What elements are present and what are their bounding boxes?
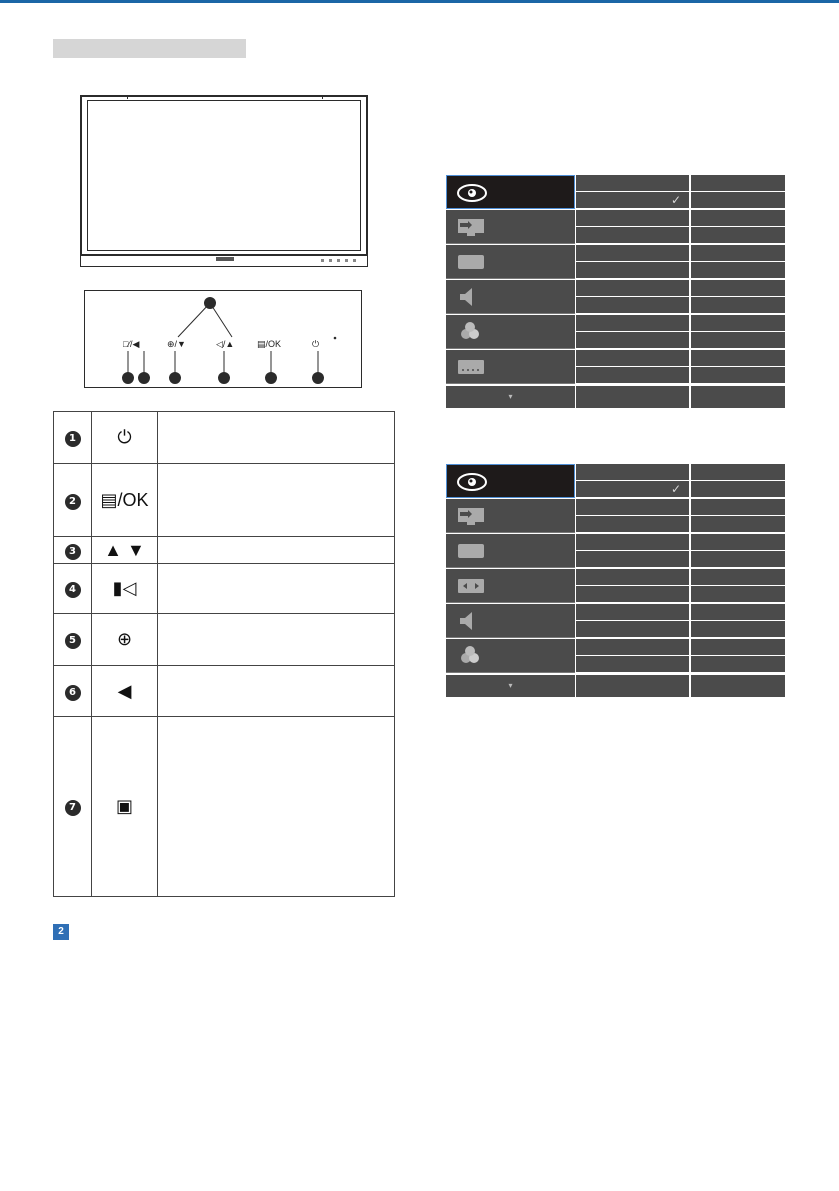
osd-value[interactable] xyxy=(691,551,785,567)
osd-option[interactable] xyxy=(576,621,689,637)
key-description xyxy=(158,537,395,564)
scroll-down-icon: ▾ xyxy=(508,392,513,401)
osd-item-eye[interactable] xyxy=(446,175,575,209)
osd-option[interactable] xyxy=(576,245,689,261)
osd-option[interactable] xyxy=(576,350,689,366)
marker-6 xyxy=(138,372,150,384)
osd-option[interactable] xyxy=(576,210,689,226)
osd-option[interactable] xyxy=(576,656,689,672)
row-number-badge: 5 xyxy=(65,633,81,649)
scroll-down-icon: ▾ xyxy=(508,681,513,690)
key-description xyxy=(158,564,395,614)
power-icon: ⏻ xyxy=(92,412,158,464)
osd-item-audio[interactable] xyxy=(446,280,575,314)
osd-item-picture[interactable] xyxy=(446,245,575,279)
osd-blank xyxy=(576,386,689,408)
table-row xyxy=(54,564,395,614)
osd-blank xyxy=(691,675,785,697)
key-description xyxy=(158,464,395,537)
audio-icon xyxy=(454,286,488,308)
osd-item-input[interactable] xyxy=(446,210,575,244)
osd-option[interactable] xyxy=(576,332,689,348)
key-label-menu-ok: ▤/OK xyxy=(257,339,282,349)
osd-value[interactable] xyxy=(691,367,785,383)
osd-value[interactable] xyxy=(691,499,785,515)
key-label-volume-up: ◁/▲ xyxy=(216,339,235,349)
osd-option[interactable] xyxy=(576,367,689,383)
marker-7 xyxy=(122,372,134,384)
osd-value[interactable] xyxy=(691,350,785,366)
smartimage-icon: ▣ xyxy=(92,717,158,897)
osd-value[interactable] xyxy=(691,280,785,296)
row-number-badge: 6 xyxy=(65,685,81,701)
monitor-screen xyxy=(87,100,361,251)
picture-icon xyxy=(454,540,488,562)
osd-value[interactable] xyxy=(691,192,785,208)
osd-option[interactable] xyxy=(576,586,689,602)
osd-value[interactable] xyxy=(691,569,785,585)
osd-option-selected[interactable] xyxy=(576,481,689,497)
osd-option[interactable] xyxy=(576,227,689,243)
osd-item-color[interactable] xyxy=(446,639,575,673)
row-number-badge: 1 xyxy=(65,431,81,447)
checkmark-icon: ✓ xyxy=(670,482,681,496)
picture-icon xyxy=(454,251,488,273)
osd-option[interactable] xyxy=(576,315,689,331)
marker-5 xyxy=(169,372,181,384)
table-row xyxy=(54,537,395,564)
brand-logo xyxy=(216,257,234,261)
osd-item-color[interactable] xyxy=(446,315,575,349)
menu-ok-icon: ▤/OK xyxy=(92,464,158,537)
osd-option[interactable] xyxy=(576,639,689,655)
osd-option[interactable] xyxy=(576,262,689,278)
osd-value[interactable] xyxy=(691,464,785,480)
section-number-badge: 2 xyxy=(53,924,69,940)
osd-item-more[interactable] xyxy=(446,350,575,384)
osd-item-input[interactable] xyxy=(446,499,575,533)
osd-value[interactable] xyxy=(691,227,785,243)
osd-item-audio[interactable] xyxy=(446,604,575,638)
table-row xyxy=(54,614,395,666)
osd-value[interactable] xyxy=(691,175,785,191)
eye-icon xyxy=(455,182,489,204)
bezel-buttons xyxy=(321,259,356,262)
osd-menu-panel-1 xyxy=(446,175,785,410)
monitor-front-illustration xyxy=(80,95,368,256)
osd-value[interactable] xyxy=(691,210,785,226)
eye-icon xyxy=(455,471,489,493)
marker-4 xyxy=(218,372,230,384)
key-label-input-down: ⊕/▼ xyxy=(167,339,186,349)
row-number-badge: 2 xyxy=(65,494,81,510)
more-icon xyxy=(454,356,488,378)
osd-item-picture[interactable] xyxy=(446,534,575,568)
osd-option[interactable] xyxy=(576,551,689,567)
osd-scroll-down[interactable] xyxy=(446,675,575,697)
osd-option[interactable] xyxy=(576,516,689,532)
input-icon: ⊕ xyxy=(92,614,158,666)
osd-value[interactable] xyxy=(691,656,785,672)
key-description xyxy=(158,666,395,717)
marker-2 xyxy=(265,372,277,384)
osd-value[interactable] xyxy=(691,621,785,637)
monitor-tick xyxy=(127,95,128,99)
checkmark-icon: ✓ xyxy=(670,193,681,207)
osd-value[interactable] xyxy=(691,315,785,331)
front-control-keys-diagram xyxy=(84,290,362,388)
osd-value[interactable] xyxy=(691,245,785,261)
table-row xyxy=(54,412,395,464)
key-label-power: ⏻ xyxy=(312,339,320,349)
monitor-tick xyxy=(322,95,323,99)
osd-item-eye[interactable] xyxy=(446,464,575,498)
key-description xyxy=(158,717,395,897)
osd-value[interactable] xyxy=(691,481,785,497)
table-row xyxy=(54,464,395,537)
audio-icon xyxy=(454,610,488,632)
osd-blank xyxy=(691,386,785,408)
osd-option[interactable] xyxy=(576,464,689,480)
osd-value[interactable] xyxy=(691,297,785,313)
input-icon xyxy=(454,505,488,527)
osd-blank xyxy=(576,675,689,697)
power-led xyxy=(334,337,337,340)
osd-scroll-down[interactable] xyxy=(446,386,575,408)
input-icon xyxy=(454,216,488,238)
osd-option[interactable] xyxy=(576,297,689,313)
osd-option-selected[interactable] xyxy=(576,192,689,208)
osd-item-picture-format[interactable] xyxy=(446,569,575,603)
picture-format-icon xyxy=(454,575,488,597)
osd-option[interactable] xyxy=(576,569,689,585)
osd-option[interactable] xyxy=(576,604,689,620)
back-arrow-icon: ◀ xyxy=(92,666,158,717)
osd-value[interactable] xyxy=(691,516,785,532)
monitor-bezel xyxy=(80,256,368,267)
row-number-badge: 4 xyxy=(65,582,81,598)
osd-menu-panel-2 xyxy=(446,464,785,699)
osd-value[interactable] xyxy=(691,534,785,550)
key-description xyxy=(158,614,395,666)
row-number-badge: 3 xyxy=(65,544,81,560)
osd-value[interactable] xyxy=(691,332,785,348)
osd-option[interactable] xyxy=(576,534,689,550)
section-header-placeholder xyxy=(53,39,246,58)
key-label-smartimage-back: □∕/◀ xyxy=(123,339,140,349)
color-icon xyxy=(454,321,488,343)
osd-option[interactable] xyxy=(576,175,689,191)
osd-value[interactable] xyxy=(691,262,785,278)
osd-value[interactable] xyxy=(691,604,785,620)
volume-icon: ▮◁ xyxy=(92,564,158,614)
color-icon xyxy=(454,645,488,667)
row-number-badge: 7 xyxy=(65,800,81,816)
osd-value[interactable] xyxy=(691,639,785,655)
key-function-table xyxy=(53,411,395,897)
top-accent-rule xyxy=(0,0,839,3)
key-description xyxy=(158,412,395,464)
table-row xyxy=(54,666,395,717)
up-down-arrows-icon: ▲ ▼ xyxy=(92,537,158,564)
table-row xyxy=(54,717,395,897)
marker-1 xyxy=(312,372,324,384)
osd-option[interactable] xyxy=(576,280,689,296)
osd-value[interactable] xyxy=(691,586,785,602)
osd-option[interactable] xyxy=(576,499,689,515)
